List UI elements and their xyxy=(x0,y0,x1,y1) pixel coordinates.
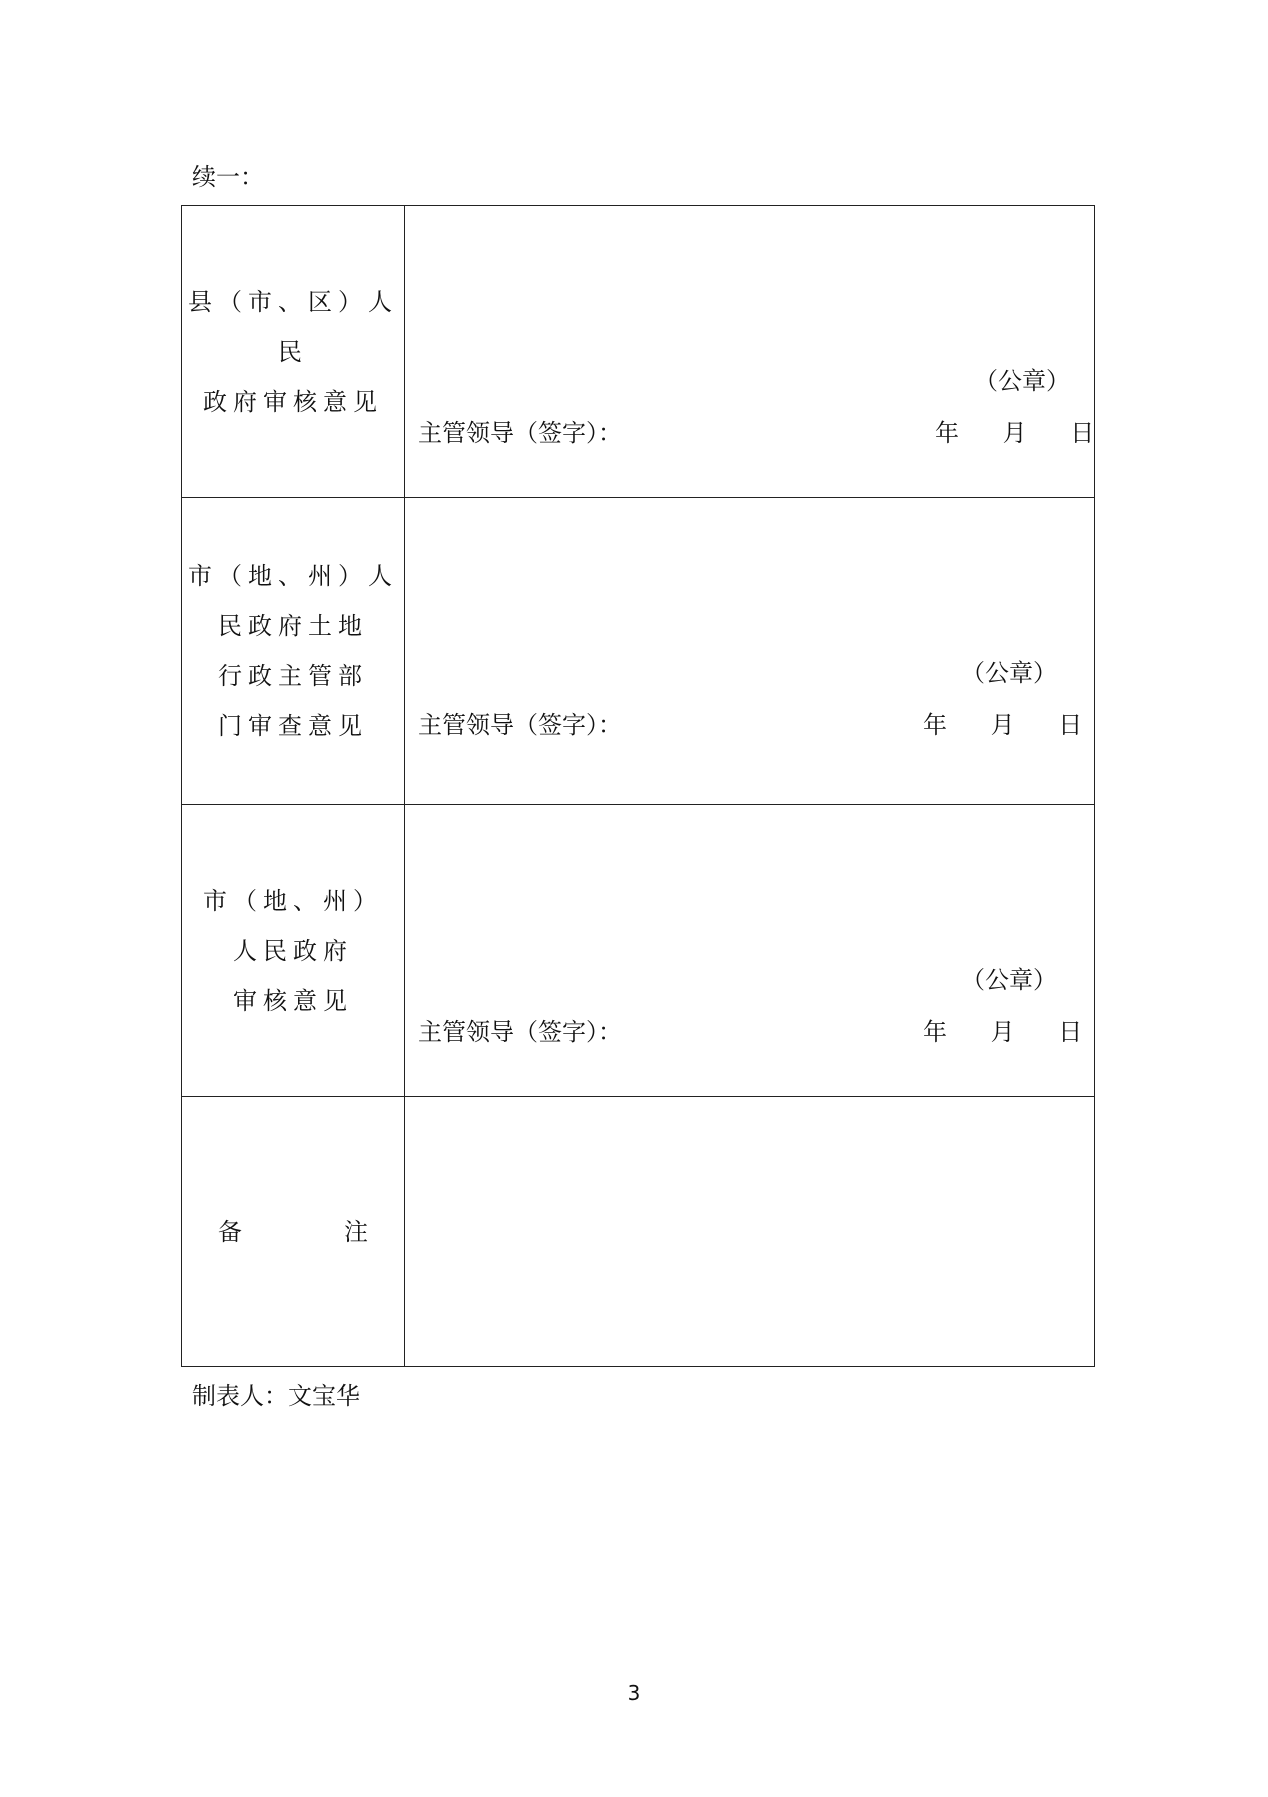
label-line: 门审查意见 xyxy=(218,712,368,740)
city-land-review-row xyxy=(182,498,1095,805)
city-gov-review-row xyxy=(182,805,1095,1097)
label-line: 民政府土地 xyxy=(218,612,368,640)
label-line: 市（地、州） xyxy=(203,886,383,915)
label-line: 县（市、区）人民 xyxy=(188,287,398,366)
official-seal-label: （公章） xyxy=(961,966,1057,994)
date-label: 年 月 日 xyxy=(923,1018,1083,1046)
continuation-heading: 续一： xyxy=(192,163,264,191)
city-land-review-label-cell xyxy=(182,498,405,805)
official-seal-label: （公章） xyxy=(974,367,1070,395)
form-maker: 制表人：文宝华 xyxy=(192,1382,360,1410)
remarks-label xyxy=(218,1217,368,1247)
county-review-content-cell[interactable] xyxy=(405,206,1095,498)
label-line: 人民政府 xyxy=(233,936,353,965)
official-seal-label: （公章） xyxy=(961,659,1057,687)
city-land-review-content-cell[interactable] xyxy=(405,498,1095,805)
county-review-label-cell xyxy=(182,206,405,498)
remarks-label-cell xyxy=(182,1097,405,1367)
supervisor-signature-label: 主管领导（签字）： xyxy=(418,419,622,447)
date-label: 年 月 日 xyxy=(923,711,1083,739)
remarks-label-left: 备 xyxy=(218,1217,242,1246)
county-review-label xyxy=(182,277,404,427)
review-form-table xyxy=(181,205,1095,1367)
date-label: 年 月 日 xyxy=(935,419,1095,447)
county-review-row xyxy=(182,206,1095,498)
remarks-content-cell[interactable] xyxy=(405,1097,1095,1367)
label-line: 行政主管部 xyxy=(218,662,368,690)
city-gov-review-label xyxy=(182,876,404,1026)
label-line: 政府审核意见 xyxy=(203,387,383,416)
remarks-label-right: 注 xyxy=(344,1217,368,1246)
supervisor-signature-label: 主管领导（签字）： xyxy=(418,711,622,739)
city-gov-review-content-cell[interactable] xyxy=(405,805,1095,1097)
city-land-review-label xyxy=(182,551,404,751)
page-number: 3 xyxy=(627,1681,641,1705)
supervisor-signature-label: 主管领导（签字）： xyxy=(418,1018,622,1046)
remarks-row xyxy=(182,1097,1095,1367)
city-gov-review-label-cell xyxy=(182,805,405,1097)
label-line: 审核意见 xyxy=(233,986,353,1015)
label-line: 市（地、州）人 xyxy=(188,562,398,590)
